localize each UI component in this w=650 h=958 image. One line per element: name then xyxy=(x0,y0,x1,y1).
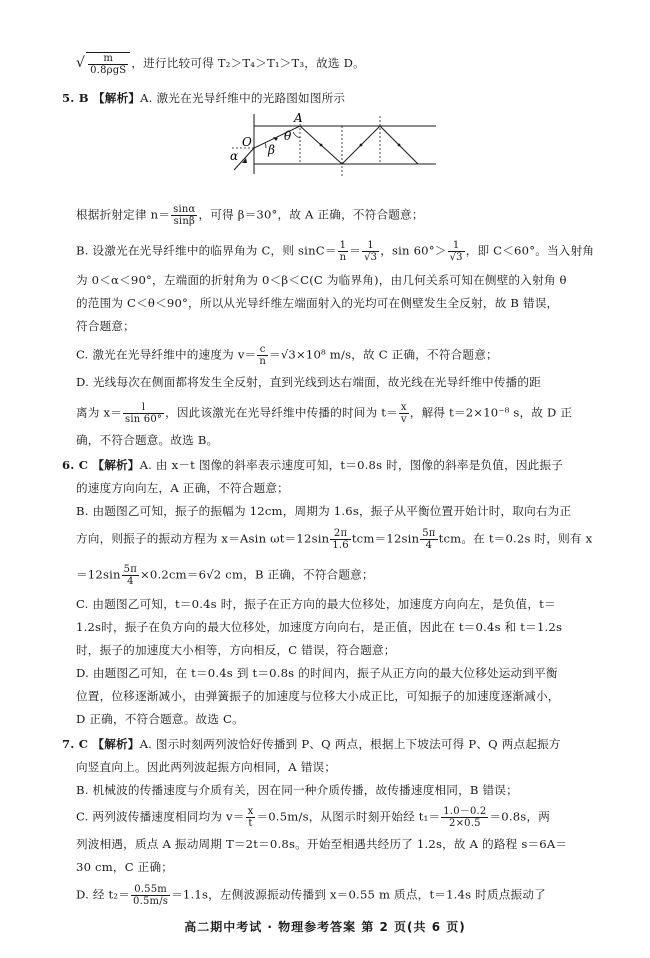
q5-line-7: D. 光线每次在侧面都将发生全反射，直到光线到达右端面，故光线在光导纤维中传播的距 xyxy=(76,375,542,389)
q7-header: 7. C 【解析】A. 图示时刻两列波恰好传播到 P、Q 两点，根据上下坡法可得 P、Q 两点起振方 xyxy=(62,737,561,751)
q5-line-1: 根据折射定律 n＝ $\frac{\sin\alpha}{\sin\beta}$ ，可得 β＝30°，故 A 正确，不符合题意； xyxy=(76,204,424,227)
fraction: $\frac{x}{v}$ xyxy=(400,402,407,425)
fraction: $\frac{5\pi}{4}$ xyxy=(422,528,436,551)
q6-line-8: 时，振子的加速度大小相等，方向相反，C 错误，符合题意； xyxy=(76,643,396,657)
label-A: A xyxy=(294,111,303,125)
q5-line-8: 离为 x＝ $\frac{l}{\sin 60^\circ}$ ，因此该激光在光导纤维中传播的时间为 t＝ $\frac{x}{v}$ ，解得 t＝2×10⁻⁸ s，故 D 正 xyxy=(76,402,573,425)
q5-line-3: 为 0＜α＜90°，左端面的折射角为 0＜β＜C(C 为临界角)，由几何关系可知在侧壁的入射角 θ xyxy=(76,273,567,287)
q7-line-2: 向竖直向上。因此两列波起振方向相同，A 错误； xyxy=(76,760,337,774)
q7-line-3: B. 机械波的传播速度与介质有关，因在同一种介质传播，故传播速度相同，B 错误； xyxy=(76,783,518,797)
q6-line-6: C. 由题图乙可知，t＝0.4s 时，振子在正方向的最大位移处，加速度方向向左，是负值，t＝ xyxy=(76,597,556,611)
q5-line-5: 符合题意； xyxy=(76,319,135,333)
fraction: $\frac{5\pi}{4}$ xyxy=(123,564,138,587)
sqrt-fraction: $\frac{m}{\text{0.8ρgS}}$ xyxy=(86,52,130,76)
fraction: $\frac{1.0-0.2}{2\times 0.5}$ xyxy=(443,806,487,829)
q6-line-3: B. 由题图乙可知，振子的振幅为 12cm，周期为 1.6s，振子从平衡位置开始计时，取向右为正 xyxy=(76,504,572,518)
label-alpha: α xyxy=(230,149,239,163)
label-beta: β xyxy=(268,143,275,157)
q6-line-11: D 正确，不符合题意。故选 C。 xyxy=(76,712,244,726)
fraction: $\frac{1}{√3}$ xyxy=(449,240,463,263)
q7-line-6: 30 cm，C 正确； xyxy=(76,860,174,874)
label-theta: θ xyxy=(284,129,292,143)
refracted-ray xyxy=(254,126,300,148)
q6-line-5: ＝12sin $\frac{5\pi}{4}$ ×0.2cm＝6√2 cm，B 正确，不符合题意； xyxy=(76,564,374,587)
q5-line-9: 确，不符合题意。故选 B。 xyxy=(76,433,219,447)
q5-line-4: 的范围为 C＜θ＜90°，所以从光导纤维左端面射入的光均可在侧壁发生全反射，故 B 错误， xyxy=(76,296,559,310)
q7-line-4: C. 两列波传播速度相同均为 v＝ $\frac{x}{t}$ ＝0.5m/s，从图示时刻开始经 t₁＝ $\frac{1.0-0.2}{2\times 0.5}$ ＝0.8s，两 xyxy=(76,806,551,829)
prev-answer-tail: √ $\frac{m}{\text{0.8ρgS}}$ ，进行比较可得 T₂＞T₄＞T₁＞T₃，故选 D。 xyxy=(76,53,365,76)
fraction: $\frac{2\pi}{1.6}$ xyxy=(332,528,349,551)
q6-line-7: 1.2s时，振子在负方向的最大位移处，加速度方向向右，是正值，因此在 t＝0.4s 和 t＝1.2s xyxy=(76,620,563,634)
fraction: $\frac{1}{n}$ xyxy=(339,240,347,263)
q6-line-10: 位置，位移逐渐减小，由弹簧振子的加速度与位移大小成正比，可知振子的加速度逐渐减小， xyxy=(76,689,560,703)
page-footer: 高二期中考试 · 物理参考答案 第 2 页(共 6 页) xyxy=(184,920,466,934)
q6-line-2: 的速度方向向左，A 正确，不符合题意； xyxy=(76,481,289,495)
fraction: $\frac{\sin\alpha}{\sin\beta}$ xyxy=(173,204,196,227)
q5-line-6: C. 激光在光导纤维中的速度为 v＝ $\frac{c}{n}$ ＝√3×10⁸ m/s，故 C 正确，不符合题意； xyxy=(76,344,498,367)
q5-line-2: B. 设激光在光导纤维中的临界角为 C，则 sinC＝ $\frac{1}{n}$ ＝ $\frac{1}{√3}$ ，sin 60°＞ $\frac{1}{√3}$ ，即 C＜60°。当入射角 xyxy=(76,240,595,263)
fraction: $\frac{c}{n}$ xyxy=(259,344,267,367)
fraction: $\frac{1}{√3}$ xyxy=(364,240,378,263)
arrow-dot-1 xyxy=(320,144,323,147)
fraction: $\frac{l}{\sin 60^\circ}$ xyxy=(125,402,163,425)
optical-fiber-diagram xyxy=(222,108,438,186)
angle-arc-beta xyxy=(265,143,266,148)
arrow-dot-2 xyxy=(360,144,363,147)
angle-arc-theta xyxy=(293,132,300,138)
q7-line-5: 列波相遇，质点 A 振动周期 T＝2t＝0.8s。开始至相遇共经历了 1.2s，故 A 的路程 s＝6A＝ xyxy=(76,837,568,851)
q5-header: 5. B 【解析】A. 激光在光导纤维中的光路图如图所示 xyxy=(62,91,346,105)
q6-line-4: 方向，则振子的振动方程为 x＝Asin ωt＝12sin $\frac{2\pi}{1.6}$ tcm＝12sin $\frac{5\pi}{4}$ tcm。在 t＝0.2s 时，则有 x xyxy=(76,528,593,551)
fraction: $\frac{0.55m}{0.5m/s}$ xyxy=(133,884,169,907)
fraction: $\frac{x}{t}$ xyxy=(247,806,254,829)
arrow-dot-3 xyxy=(398,144,401,147)
q6-header: 6. C 【解析】A. 由 x－t 图像的斜率表示速度可知，t＝0.8s 时，图像的斜率是负值，因此振子 xyxy=(62,458,564,472)
q6-line-9: D. 由题图乙可知，在 t＝0.4s 到 t＝0.8s 的时间内，振子从正方向的最大位移处运动到平衡 xyxy=(76,666,558,680)
label-O: O xyxy=(242,135,252,149)
q7-line-7: D. 经 t₂＝ $\frac{0.55m}{0.5m/s}$ ＝1.1s，左侧波源振动传播到 x＝0.55 m 质点，t＝1.4s 时质点振动了 xyxy=(76,884,546,907)
